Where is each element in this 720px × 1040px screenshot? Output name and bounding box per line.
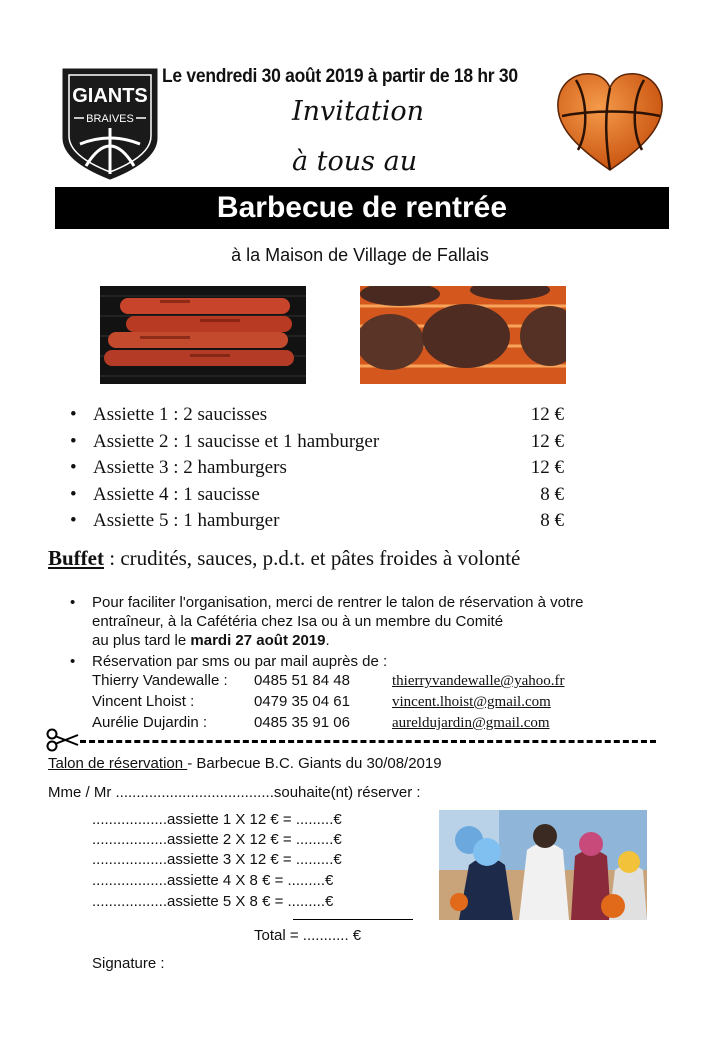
total-line: Total = ........... € bbox=[254, 927, 362, 944]
logo-text-top: GIANTS bbox=[72, 85, 148, 107]
buffet-label: Buffet bbox=[48, 546, 104, 570]
talon-name-line: Mme / Mr ......................................souhaite(nt) réserver : bbox=[48, 784, 421, 801]
info-reservation bbox=[70, 652, 670, 671]
anime-basketball-image bbox=[439, 810, 647, 920]
bullet-icon: • bbox=[70, 483, 77, 505]
contact-email-link[interactable]: vincent.lhoist@gmail.com bbox=[392, 694, 551, 710]
giants-braives-logo bbox=[60, 66, 160, 182]
bullet-icon: • bbox=[70, 457, 77, 478]
menu-item-price: 12 € bbox=[530, 430, 564, 452]
buffet-text: : crudités, sauces, p.d.t. et pâtes froides à volonté bbox=[104, 546, 521, 570]
info-line bbox=[92, 631, 670, 650]
contact-phone: 0479 35 04 61 bbox=[254, 693, 350, 710]
menu-list bbox=[70, 402, 570, 535]
logo-text-bottom: BRAIVES bbox=[86, 113, 134, 125]
info-organisation bbox=[70, 593, 670, 650]
bullet-icon: • bbox=[70, 430, 77, 452]
menu-item-label: Assiette 1 : 2 saucisses bbox=[93, 404, 268, 425]
contact-name: Vincent Lhoist : bbox=[92, 693, 195, 710]
info-text: au plus tard le bbox=[92, 632, 191, 649]
order-line: ..................assiette 5 X 8 € = .........€ bbox=[92, 893, 334, 910]
cut-line-divider bbox=[80, 740, 656, 743]
sausages-photo bbox=[100, 286, 306, 384]
contact-phone: 0485 51 84 48 bbox=[254, 672, 350, 689]
bullet-icon: • bbox=[70, 594, 76, 611]
total-rule bbox=[293, 919, 413, 920]
order-line: ..................assiette 3 X 12 € = .........€ bbox=[92, 851, 342, 868]
event-title: Barbecue de rentrée bbox=[55, 187, 669, 229]
bullet-icon: • bbox=[70, 404, 77, 425]
a-tous-heading: à tous au bbox=[292, 146, 418, 177]
burgers-photo bbox=[360, 286, 566, 384]
talon-title: Talon de réservation bbox=[48, 755, 188, 772]
menu-item-label: Assiette 3 : 2 hamburgers bbox=[93, 457, 287, 478]
order-line: ..................assiette 1 X 12 € = .........€ bbox=[92, 811, 342, 828]
info-text: . bbox=[325, 632, 330, 649]
menu-item-label: Assiette 4 : 1 saucisse bbox=[93, 483, 260, 505]
event-date: Le vendredi 30 août 2019 à partir de 18 hr 30 bbox=[162, 66, 518, 87]
deadline: mardi 27 août 2019 bbox=[190, 632, 326, 649]
menu-item-label: Assiette 2 : 1 saucisse et 1 hamburger bbox=[93, 430, 380, 452]
contact-phone: 0485 35 91 06 bbox=[254, 714, 350, 731]
menu-item-price: 12 € bbox=[530, 404, 564, 425]
order-line: ..................assiette 2 X 12 € = .........€ bbox=[92, 831, 342, 848]
menu-item bbox=[70, 429, 570, 456]
menu-item-label: Assiette 5 : 1 hamburger bbox=[93, 510, 280, 531]
info-line: entraîneur, à la Cafétéria chez Isa ou à un membre du Comité bbox=[92, 613, 504, 630]
contact-name: Thierry Vandewalle : bbox=[92, 672, 228, 689]
buffet-line bbox=[48, 546, 520, 571]
info-line: Réservation par sms ou par mail auprès de : bbox=[92, 653, 388, 670]
menu-item bbox=[70, 482, 570, 509]
bullet-icon: • bbox=[70, 510, 77, 531]
contact-email-link[interactable]: aureldujardin@gmail.com bbox=[392, 715, 550, 731]
signature-label: Signature : bbox=[92, 955, 165, 972]
menu-item-price: 8 € bbox=[540, 483, 564, 505]
menu-item-price: 8 € bbox=[540, 510, 564, 531]
scissors-icon bbox=[46, 728, 80, 752]
event-venue: à la Maison de Village de Fallais bbox=[231, 245, 489, 265]
info-line: Pour faciliter l'organisation, merci de rentrer le talon de réservation à votre bbox=[92, 594, 584, 611]
contact-name: Aurélie Dujardin : bbox=[92, 714, 208, 731]
menu-item bbox=[70, 402, 570, 429]
bullet-icon: • bbox=[70, 653, 76, 670]
invitation-heading: Invitation bbox=[292, 96, 425, 127]
menu-item-price: 12 € bbox=[530, 457, 564, 478]
heart-basketball-icon bbox=[552, 66, 668, 182]
menu-item bbox=[70, 508, 570, 535]
talon-subtitle: - Barbecue B.C. Giants du 30/08/2019 bbox=[187, 755, 442, 772]
order-line: ..................assiette 4 X 8 € = .........€ bbox=[92, 872, 334, 889]
contact-email-link[interactable]: thierryvandewalle@yahoo.fr bbox=[392, 673, 565, 689]
talon-heading bbox=[48, 755, 442, 772]
menu-item bbox=[70, 455, 570, 482]
